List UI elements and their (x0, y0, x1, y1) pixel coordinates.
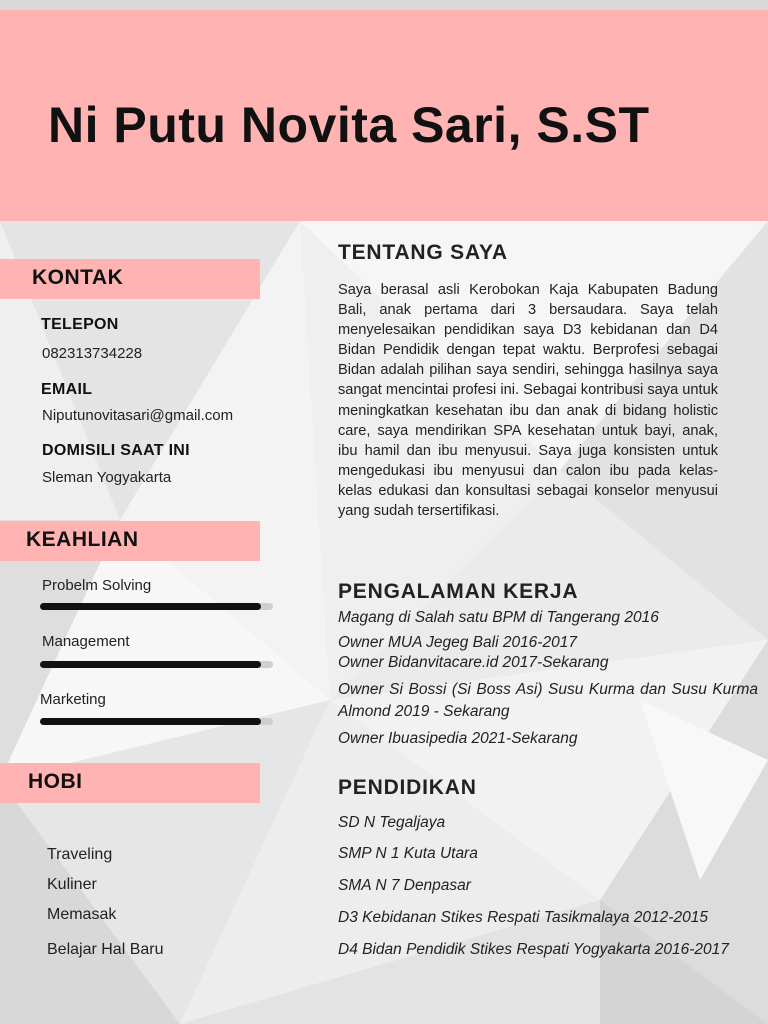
education-item: D4 Bidan Pendidik Stikes Respati Yogyakarta 2016-2017 (338, 941, 729, 958)
skill-bar-fill (40, 661, 261, 668)
hobby-item: Kuliner (47, 876, 97, 893)
kontak-section-bar (0, 259, 260, 299)
keahlian-section-bar (0, 521, 260, 561)
header-banner (0, 10, 768, 221)
hobby-item: Belajar Hal Baru (47, 941, 164, 958)
tentang-text: Saya berasal asli Kerobokan Kaja Kabupaten Badung Bali, anak pertama dari 3 bersaudara. Saya telah menyelesaikan pendidikan saya D3 kebidanan dan D4 Bidan Pendidik dengan tepat waktu. Berprofesi sebagai Bidan adalah pilihan saya sendiri, sehingga hasilnya saya sangat mencintai profesi ini. Sebagai kontribusi saya untuk meningkatkan kesehatan ibu dan anak di bidang holistic care, saya mendirikan SPA kesehatan untuk bayi, anak, ibu hamil dan ibu menyusui. Saya juga konsisten untuk mengedukasi ibu menyusui dan calon ibu pada kelas-kelas edukasi dan konsultasi sebagai konselor menyusui yang sudah tersertifikasi. (338, 282, 718, 520)
education-item: D3 Kebidanan Stikes Respati Tasikmalaya 2012-2015 (338, 909, 708, 926)
experience-item: Owner MUA Jegeg Bali 2016-2017 (338, 634, 577, 651)
skill-name: Marketing (40, 691, 106, 708)
hobi-title: HOBI (28, 770, 83, 793)
skill-bar-fill (40, 603, 261, 610)
experience-item: Owner Ibuasipedia 2021-Sekarang (338, 730, 578, 747)
skill-bar (40, 661, 273, 668)
email-value: Niputunovitasari@gmail.com (42, 407, 234, 424)
hobby-item: Memasak (47, 906, 117, 923)
education-item: SMA N 7 Denpasar (338, 877, 471, 894)
domisili-value: Sleman Yogyakarta (42, 469, 172, 486)
telepon-label: TELEPON (41, 316, 119, 333)
skill-name: Management (42, 633, 130, 650)
experience-item: Owner Bidanvitacare.id 2017-Sekarang (338, 654, 609, 671)
skill-bar (40, 718, 273, 725)
kontak-title: KONTAK (32, 266, 124, 289)
person-name: Ni Putu Novita Sari, S.ST (48, 97, 650, 153)
hobby-item: Traveling (47, 846, 113, 863)
tentang-title: TENTANG SAYA (338, 241, 508, 264)
keahlian-title: KEAHLIAN (26, 528, 139, 551)
experience-item: Magang di Salah satu BPM di Tangerang 2016 (338, 609, 659, 626)
skill-bar-fill (40, 718, 261, 725)
hobi-section-bar (0, 763, 260, 803)
education-item: SD N Tegaljaya (338, 814, 446, 831)
pendidikan-title: PENDIDIKAN (338, 776, 477, 799)
skill-bar (40, 603, 273, 610)
experience-item: Owner Si Bossi (Si Boss Asi) Susu Kurma dan Susu Kurma Almond 2019 - Sekarang (338, 681, 758, 720)
pengalaman-title: PENGALAMAN KERJA (338, 580, 579, 603)
domisili-label: DOMISILI SAAT INI (42, 442, 190, 459)
telepon-value: 082313734228 (42, 345, 143, 362)
skill-name: Probelm Solving (42, 577, 152, 594)
education-item: SMP N 1 Kuta Utara (338, 845, 478, 862)
email-label: EMAIL (41, 381, 93, 398)
